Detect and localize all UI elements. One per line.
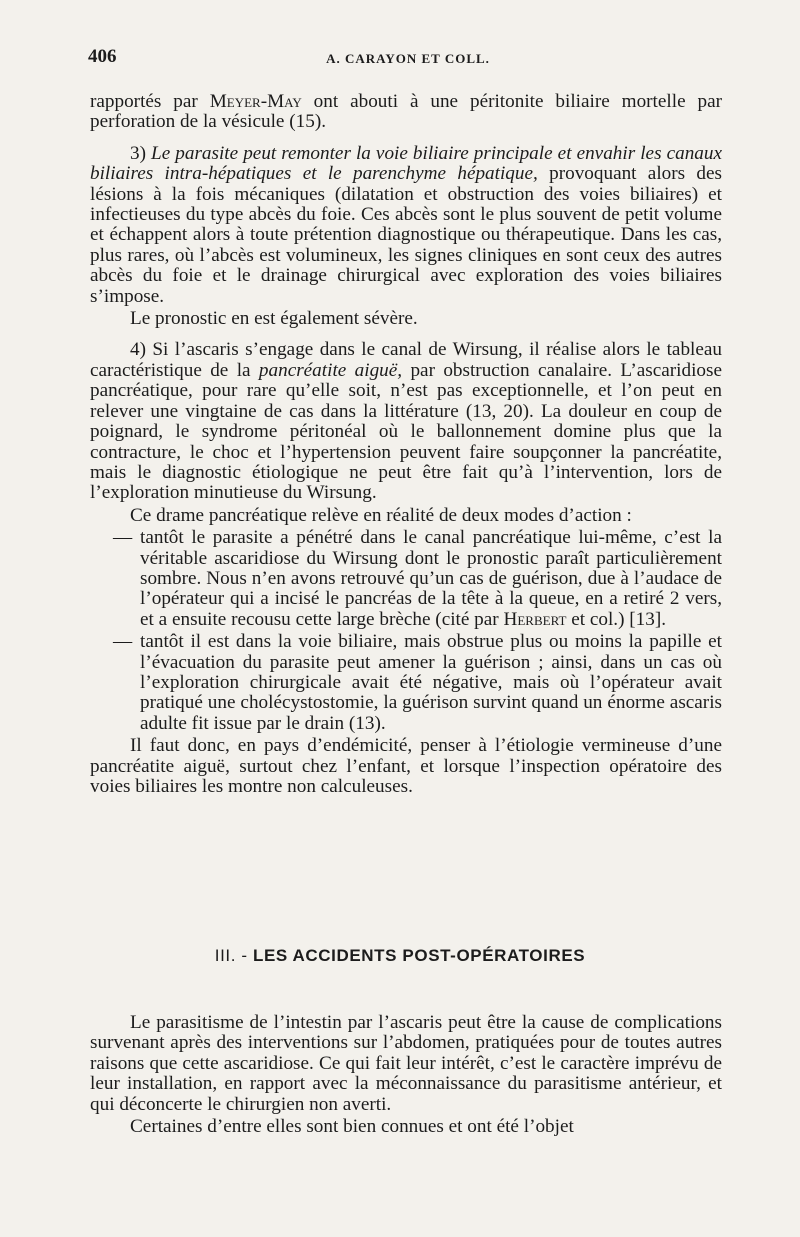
author-meyer-may: Meyer-May: [209, 91, 302, 112]
paragraph-5: Ce drame pancréatique relève en réalité de deux modes d’action :: [130, 504, 632, 526]
paragraph-4-text-a: 4) Si l’ascaris s’engage dans le canal de Wirsung, il réalise alors le tableau caractéristique de la: [90, 339, 722, 381]
paragraph-1-text-a: rapportés par: [90, 91, 210, 112]
body-text-2: [90, 1013, 722, 1137]
author-herbert: Herbert: [503, 608, 567, 630]
paragraph-4-italic: pancréatite aiguë,: [258, 359, 403, 381]
paragraph-8: Certaines d’entre elles sont bien connues et ont été l’objet: [130, 1116, 574, 1138]
list-item-1: [90, 528, 722, 630]
page-number: 406: [88, 46, 117, 67]
paragraph-7: Le parasitisme de l’intestin par l’ascaris peut être la cause de complications survenant après des interventions sur l’abdomen, pratiquées pour de toutes autres raisons que cette ascaridiose. Ce qui fait leur intérêt, c’est le caractère imprévu de leur installation, en rapport avec la méconnaissance du parasitisme antérieur, et qui déconcerte le chirurgien non averti.: [90, 1012, 722, 1115]
paragraph-3: Le pronostic en est également sévère.: [130, 308, 418, 330]
paragraph-1-text-b: ont abouti à une péritonite biliaire mortelle par perforation de la vésicule (15).: [90, 91, 722, 133]
dash-mark: —: [113, 631, 133, 653]
section-title: LES ACCIDENTS POST-OPÉRATOIRES: [252, 946, 586, 965]
paragraph-2-italic: Le parasite peut remonter la voie biliaire principale et envahir les canaux biliaires intra-hépatiques et le parenchyme hépatique,: [90, 142, 722, 185]
paragraph-4: [90, 340, 722, 503]
section-heading: [0, 946, 800, 966]
dash-mark: —: [113, 527, 133, 549]
paragraph-1: [90, 92, 722, 133]
paragraph-2: [90, 144, 722, 307]
body-text: [90, 92, 722, 797]
list-item-2-text: tantôt il est dans la voie biliaire, mais obstrue plus ou moins la papille et l’évacuation du parasite peut amener la guérison ; ainsi, dans un cas où l’exploration chirurgicale avait été négative, mais où l’opérateur avait pratiqué une cholécystostomie, la guérison survint quand un énorme ascaris adulte fit issue par le drain (13).: [140, 631, 722, 734]
list-item-1-text-b: et col.) [13].: [566, 608, 667, 630]
paragraph-2-number: 3): [130, 142, 152, 164]
section-number: III. -: [214, 946, 248, 965]
paragraph-2-text: provoquant alors des lésions à la fois mécaniques (dilatation et obstruction des voies biliaires) et infectieuses du type abcès du foie. Ces abcès sont le plus souvent de petit volume et échappent alors à toute prétention diagnostique ou thérapeutique. Dans les cas, plus rares, où l’abcès est volumineux, les signes cliniques en sont ceux des autres abcès du foie et le drainage chirurgical avec exploration des voies biliaires s’impose.: [90, 163, 722, 307]
paragraph-4-text-b: par obstruction canalaire. L’ascaridiose pancréatique, pour rare qu’elle soit, n’est pas exceptionnelle, et l’on peut en relever une vingtaine de cas dans la littérature (13, 20). La douleur en coup de poignard, le syndrome péritonéal où le ballonnement domine plus que la contracture, le choc et l’hypertension peuvent faire soupçonner la pancréatite, mais le diagnostic étiologique ne peut être fait qu’à l’intervention, lors de l’exploration minutieuse du Wirsung.: [90, 359, 722, 504]
list-item-2: [90, 632, 722, 734]
page-header: [88, 46, 728, 76]
running-head: A. CARAYON ET COLL.: [326, 51, 490, 66]
list-item-1-text-a: tantôt le parasite a pénétré dans le canal pancréatique lui-même, c’est la véritable ascaridiose du Wirsung dont le pronostic paraît particulièrement sombre. Nous n’en avons retrouvé qu’un cas de guérison, due à l’audace de l’opérateur qui a incisé le pancréas de la tête à la queue, en a retiré 2 vers, et a ensuite recousu cette large brèche (cité par: [140, 527, 722, 630]
paragraph-6: Il faut donc, en pays d’endémicité, penser à l’étiologie vermineuse d’une pancréatite aiguë, surtout chez l’enfant, et lorsque l’inspection opératoire des voies biliaires les montre non calculeuses.: [90, 735, 722, 797]
